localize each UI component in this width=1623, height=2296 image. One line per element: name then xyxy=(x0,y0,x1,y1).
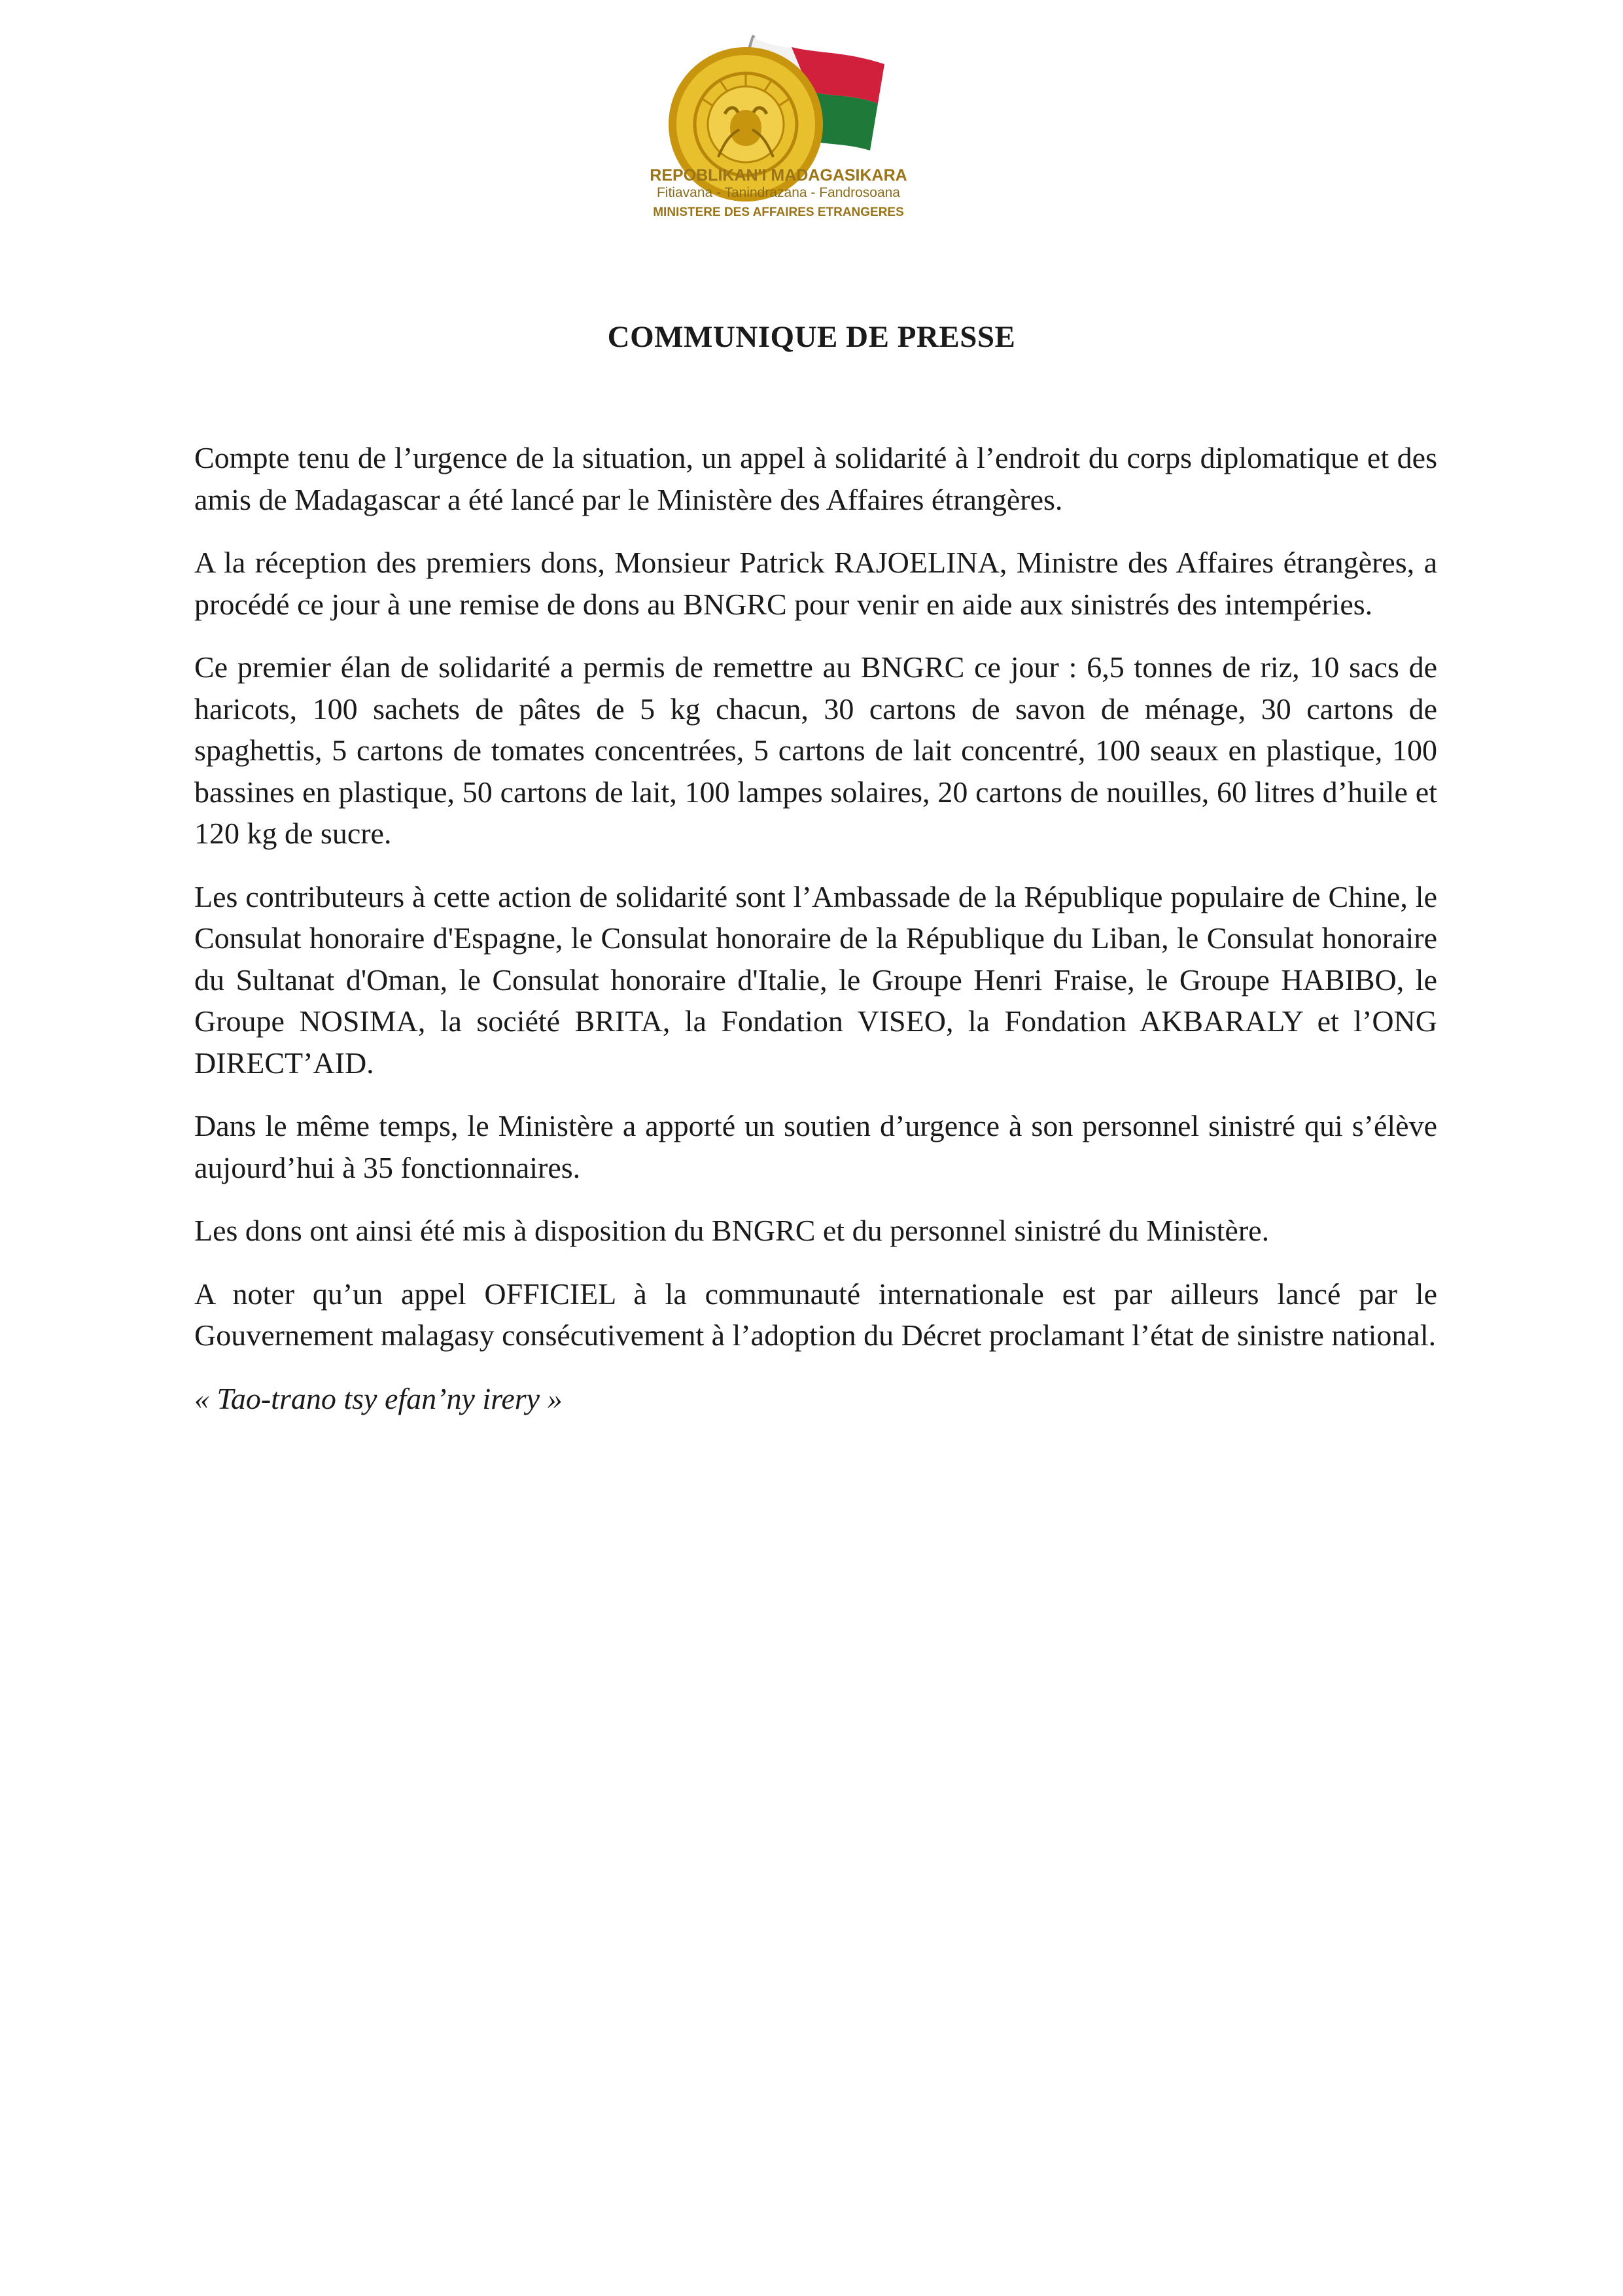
paragraph-contributors: Les contributeurs à cette action de solidarité sont l’Ambassade de la République populaire de Chine, le Consulat honoraire d'Espagne, le Consulat honoraire de la République du Liban, le Consulat honoraire du Sultanat d'Oman, le Consulat honoraire d'Italie, le Groupe Henri Fraise, le Groupe HABIBO, le Groupe NOSIMA, la société BRITA, la Fondation VISEO, la Fondation AKBARALY et l’ONG DIRECT’AID. xyxy=(194,879,1437,1080)
country-name-label: REPOBLIKAN'I MADAGASIKARA xyxy=(650,166,907,185)
paragraph-staff-support: Dans le même temps, le Ministère a apporté un soutien d’urgence à son personnel sinistré qui s’élève aujourd’hui à 35 fonctionnaires. xyxy=(194,1109,1437,1184)
letterhead xyxy=(0,26,1623,236)
paragraph-donation-list: Ce premier élan de solidarité a permis de remettre au BNGRC ce jour : 6,5 tonnes de riz, 10 sacs de haricots, 100 sachets de pâtes de 5 kg chacun, 30 cartons de savon de ménage, 30 cartons de spaghettis, 5 cartons de tomates concentrées, 5 cartons de lait concentré, 100 seaux en plastique, 100 bassines en plastique, 50 cartons de lait, 100 lampes solaires, 20 cartons de nouilles, 60 litres d’huile et 120 kg de sucre. xyxy=(194,650,1437,850)
madagascar-seal-and-flag-icon xyxy=(648,26,988,222)
paragraph-distribution: Les dons ont ainsi été mis à disposition du BNGRC et du personnel sinistré du Ministère. xyxy=(194,1214,1270,1247)
ministry-name-label: MINISTERE DES AFFAIRES ETRANGERES xyxy=(653,205,904,219)
paragraph-appeal: Compte tenu de l’urgence de la situation, un appel à solidarité à l’endroit du corps diplomatique et des amis de Madagascar a été lancé par le Ministère des Affaires étrangères. xyxy=(194,441,1437,516)
paragraph-donation-ceremony: A la réception des premiers dons, Monsieur Patrick RAJOELINA, Ministre des Affaires étrangères, a procédé ce jour à une remise de dons au BNGRC pour venir en aide aux sinistrés des intempéries. xyxy=(194,546,1437,621)
paragraph-official-appeal: A noter qu’un appel OFFICIEL à la communauté internationale est par ailleurs lancé par le Gouvernement malagasy consécutivement à l’adoption du Décret proclamant l’état de sinistre national. xyxy=(194,1277,1437,1352)
document-title: COMMUNIQUE DE PRESSE xyxy=(607,320,1016,354)
closing-motto: « Tao-trano tsy efan’ny irery » xyxy=(194,1381,563,1415)
ministry-emblem xyxy=(648,26,988,222)
document-body xyxy=(194,437,1437,1441)
national-motto-label: Fitiavana - Tanindrazana - Fandrosoana xyxy=(656,185,901,200)
